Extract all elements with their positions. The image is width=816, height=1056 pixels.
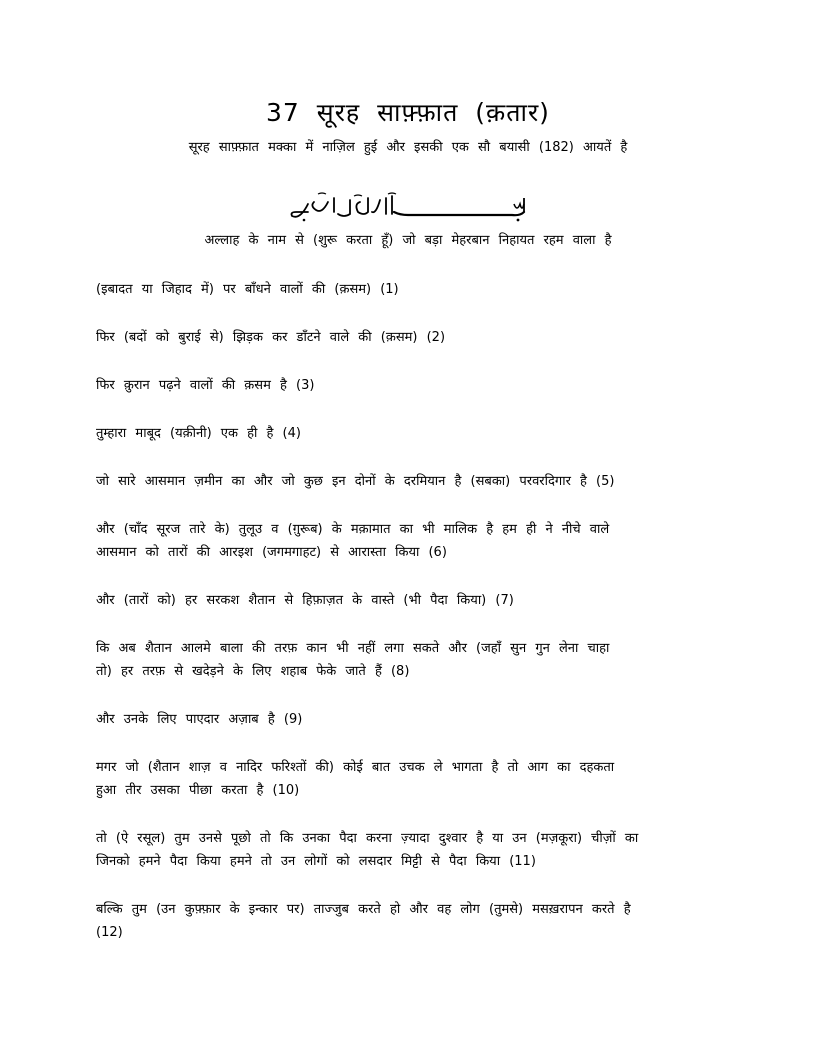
- verse-2: [96, 326, 720, 349]
- verse-line: और (तारों को) हर सरकश शैतान से हिफ़ाज़त के वास्ते (भी पैदा किया) (7): [96, 593, 514, 608]
- verse-line: बल्कि तुम (उन कुफ़्फ़ार के इन्कार पर) ताज्जुब करते हो और वह लोग (तुमसे) मसख़रापन करते है: [96, 902, 631, 917]
- verse-4: [96, 422, 720, 445]
- verse-line: कि अब शैतान आलमे बाला की तरफ़ कान भी नहीं लगा सकते और (जहाँ सुन गुन लेना चाहा: [96, 641, 610, 656]
- bismillah-translation: अल्लाह के नाम से (शुरू करता हूँ) जो बड़ा मेहरबान निहायत रहम वाला है: [204, 233, 612, 248]
- verse-1: [96, 278, 720, 301]
- verse-line: हुआ तीर उसका पीछा करता है (10): [96, 783, 300, 798]
- verse-6: [96, 518, 720, 564]
- verse-3: [96, 374, 720, 397]
- surah-subtitle: सूरह साफ़्फ़ात मक्का में नाज़िल हुई और इसकी एक सौ बयासी (182) आयतें है: [188, 140, 628, 155]
- verse-9: [96, 708, 720, 731]
- verse-line: तुम्हारा माबूद (यक़ीनी) एक ही है (4): [96, 426, 301, 441]
- verse-12: [96, 898, 720, 944]
- verse-7: [96, 589, 720, 612]
- verse-8: [96, 637, 720, 683]
- verse-line: तो) हर तरफ़ से खदेड़ने के लिए शहाब फेके जाते हैं (8): [96, 664, 410, 679]
- verse-line: आसमान को तारों की आरइश (जगमगाहट) से आरास्ता किया (6): [96, 545, 447, 560]
- verse-list: [96, 278, 720, 944]
- verse-line: मगर जो (शैतान शाज़ व नादिर फरिश्तों की) कोई बात उचक ले भागता है तो आग का दहकता: [96, 760, 615, 775]
- bismillah-calligraphy-image: [288, 190, 528, 226]
- verse-line: और (चाँद सूरज तारे के) तुलूउ व (ग़ुरूब) के मक़ामात का भी मालिक है हम ही ने नीचे वाले: [96, 522, 610, 537]
- verse-10: [96, 756, 720, 802]
- verse-line: तो (ऐ रसूल) तुम उनसे पूछो तो कि उनका पैदा करना ज़्यादा दुश्वार है या उन (मज़कूरा) चीज़ों का: [96, 831, 639, 846]
- verse-11: [96, 827, 720, 873]
- verse-5: [96, 470, 720, 493]
- verse-line: जो सारे आसमान ज़मीन का और जो कुछ इन दोनों के दरमियान है (सबका) परवरदिगार है (5): [96, 474, 615, 489]
- surah-title: 37 सूरह साफ़्फ़ात (क़तार): [266, 98, 550, 127]
- verse-line: फिर (बदों को बुराई से) झिड़क कर डाँटने वाले की (क़सम) (2): [96, 330, 446, 345]
- verse-line: (इबादत या जिहाद में) पर बाँधने वालों की (क़सम) (1): [96, 282, 399, 297]
- verse-line: (12): [96, 925, 123, 940]
- verse-line: जिनको हमने पैदा किया हमने तो उन लोगों को लसदार मिट्टी से पैदा किया (11): [96, 854, 536, 869]
- verse-line: और उनके लिए पाएदार अज़ाब है (9): [96, 712, 303, 727]
- verse-line: फिर क़ुरान पढ़ने वालों की क़सम है (3): [96, 378, 315, 393]
